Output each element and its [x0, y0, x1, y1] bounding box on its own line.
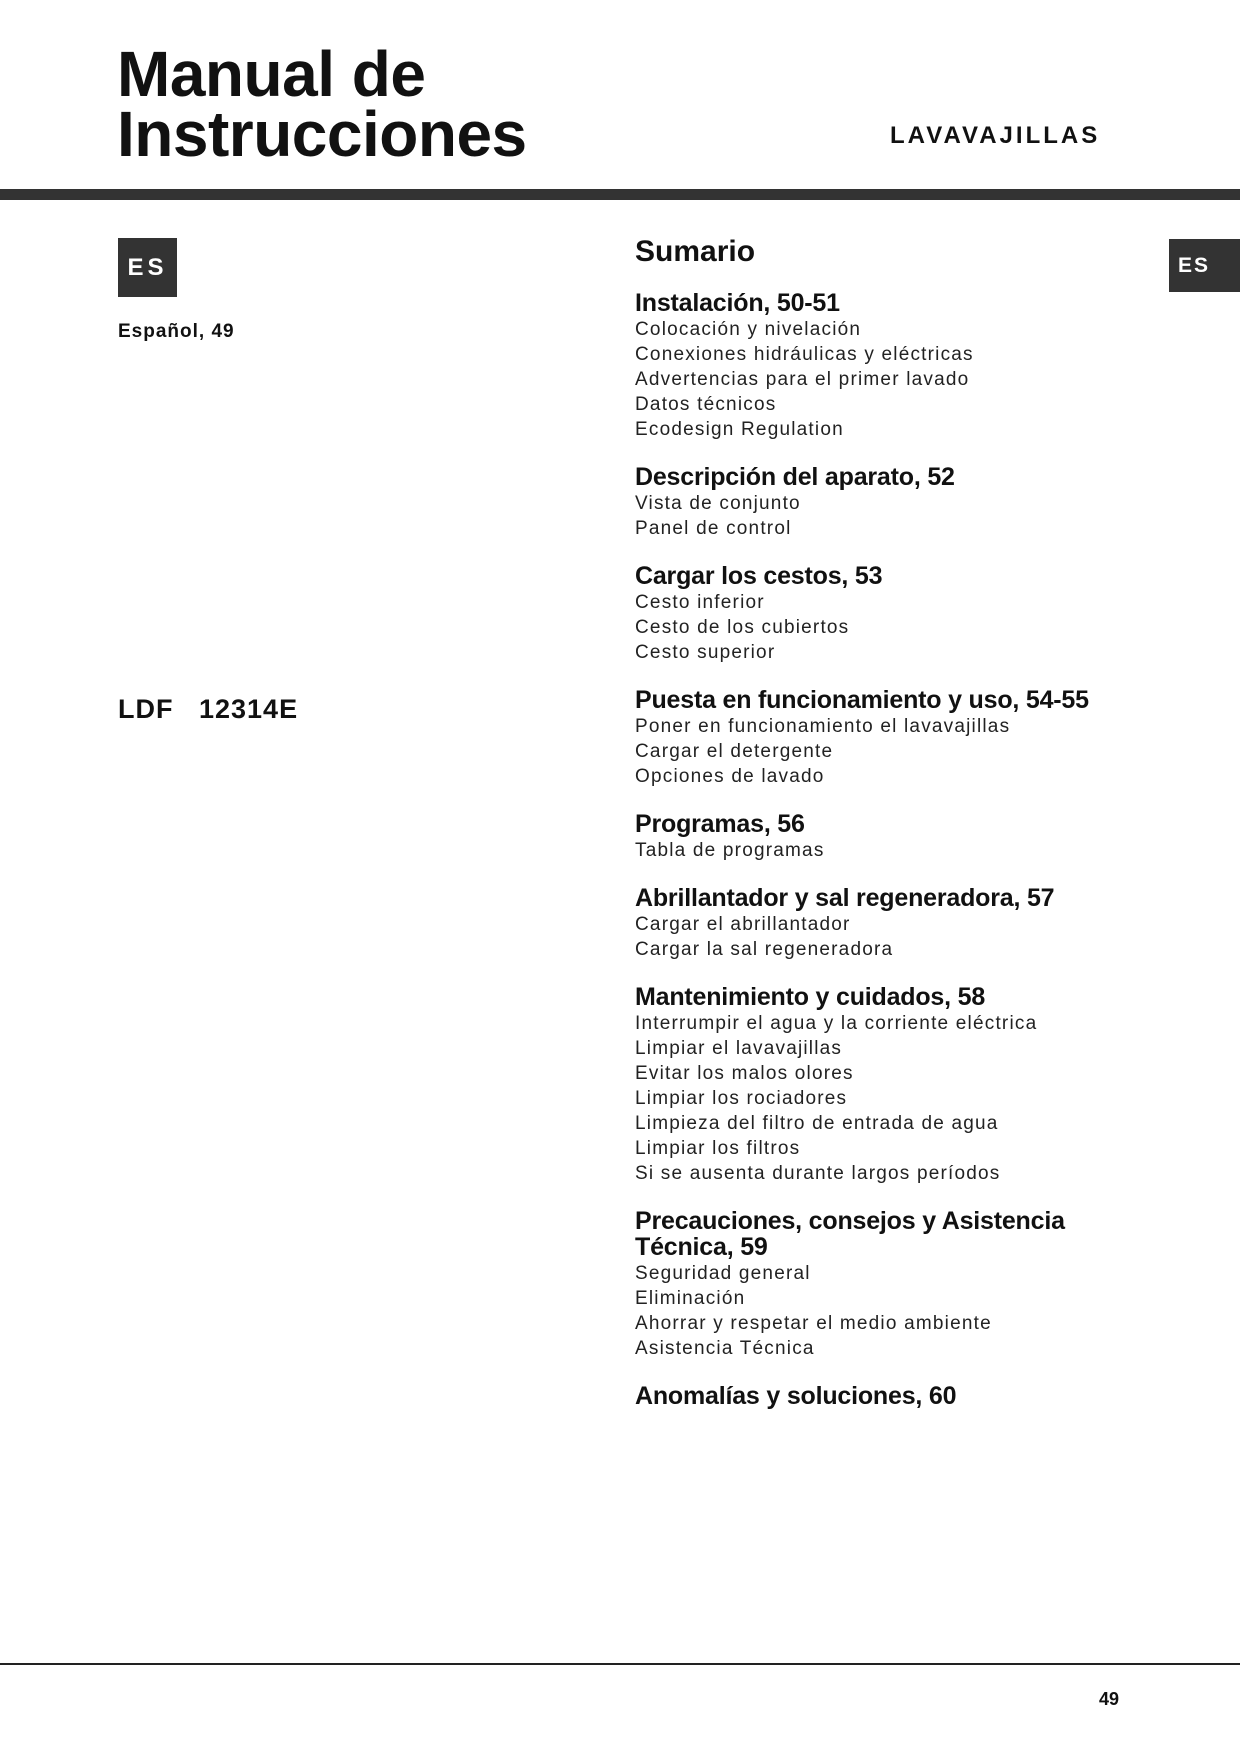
- toc-item: Vista de conjunto: [635, 493, 801, 514]
- toc-item-list: [635, 714, 1105, 789]
- title-line-2: Instrucciones: [117, 98, 527, 170]
- toc-item: Cesto superior: [635, 642, 776, 663]
- page-number: 49: [1099, 1689, 1120, 1709]
- toc-item: Poner en funcionamiento el lavavajillas: [635, 716, 1011, 737]
- toc-item: Eliminación: [635, 1288, 746, 1309]
- toc-item: Limpiar los rociadores: [635, 1088, 848, 1109]
- toc-item-list: [635, 590, 1105, 665]
- toc-item-list: [635, 912, 1105, 962]
- toc-item: Cargar la sal regeneradora: [635, 939, 894, 960]
- toc-item: Limpieza del filtro de entrada de agua: [635, 1113, 999, 1134]
- toc-item: Advertencias para el primer lavado: [635, 369, 970, 390]
- toc-item: Ahorrar y respetar el medio ambiente: [635, 1313, 992, 1334]
- toc-item: Cargar el detergente: [635, 741, 834, 762]
- toc-section-heading: Cargar los cestos, 53: [635, 562, 883, 590]
- toc-item: Cesto inferior: [635, 592, 765, 613]
- toc-item: Interrumpir el agua y la corriente eléctrica: [635, 1013, 1038, 1034]
- toc-item: Limpiar los filtros: [635, 1138, 801, 1159]
- toc-item: Colocación y nivelación: [635, 319, 862, 340]
- toc-item: Opciones de lavado: [635, 766, 825, 787]
- toc-section-heading: Descripción del aparato, 52: [635, 463, 955, 491]
- toc-title: Sumario: [635, 235, 756, 268]
- language-side-tab: ES: [1169, 239, 1240, 292]
- toc-item: Si se ausenta durante largos períodos: [635, 1163, 1001, 1184]
- header-divider: [0, 189, 1240, 200]
- toc-section: [635, 563, 1105, 665]
- toc-item-list: [635, 1011, 1105, 1186]
- toc-item: Conexiones hidráulicas y eléctricas: [635, 344, 974, 365]
- toc-item: Limpiar el lavavajillas: [635, 1038, 843, 1059]
- table-of-contents: [635, 232, 1105, 1431]
- model-number: LDF 12314E: [118, 694, 299, 724]
- title-line-1: Manual de: [117, 38, 426, 110]
- toc-item: Datos técnicos: [635, 394, 777, 415]
- toc-section: [635, 811, 1105, 863]
- toc-item: Cesto de los cubiertos: [635, 617, 850, 638]
- toc-section-heading: Anomalías y soluciones, 60: [635, 1382, 957, 1410]
- toc-section-heading: Programas, 56: [635, 810, 805, 838]
- language-page-ref: Español, 49: [118, 321, 235, 342]
- toc-section: [635, 687, 1105, 789]
- toc-item: Ecodesign Regulation: [635, 419, 844, 440]
- toc-section: [635, 464, 1105, 541]
- toc-item: Seguridad general: [635, 1263, 811, 1284]
- toc-section: [635, 885, 1105, 962]
- toc-section-heading: Precauciones, consejos y Asistencia Técnica, 59: [635, 1207, 1065, 1261]
- toc-section: [635, 984, 1105, 1186]
- toc-item: Panel de control: [635, 518, 792, 539]
- document-title: [117, 38, 527, 170]
- toc-section-heading: Mantenimiento y cuidados, 58: [635, 983, 986, 1011]
- toc-section-heading: Instalación, 50-51: [635, 289, 840, 317]
- toc-item-list: [635, 491, 1105, 541]
- toc-section-heading: Abrillantador y sal regeneradora, 57: [635, 884, 1055, 912]
- toc-section: [635, 290, 1105, 442]
- toc-section: [635, 1383, 1105, 1409]
- toc-section: [635, 1208, 1105, 1361]
- toc-item-list: [635, 317, 1105, 442]
- toc-section-heading: Puesta en funcionamiento y uso, 54-55: [635, 686, 1089, 714]
- toc-item: Evitar los malos olores: [635, 1063, 854, 1084]
- toc-item: Asistencia Técnica: [635, 1338, 815, 1359]
- toc-sections: [635, 290, 1105, 1409]
- toc-item-list: [635, 838, 1105, 863]
- language-badge: ES: [118, 238, 177, 297]
- toc-item-list: [635, 1261, 1105, 1361]
- toc-item: Cargar el abrillantador: [635, 914, 851, 935]
- product-type: LAVAVAJILLAS: [890, 122, 1101, 149]
- footer-divider: [0, 1663, 1240, 1665]
- toc-item: Tabla de programas: [635, 840, 825, 861]
